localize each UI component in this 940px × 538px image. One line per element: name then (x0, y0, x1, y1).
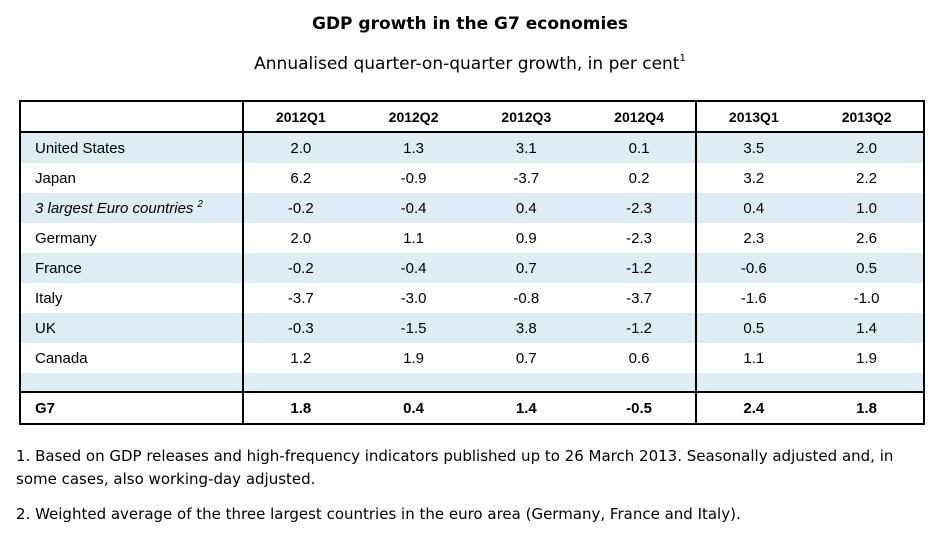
table-cell: -2.3 (626, 229, 652, 247)
spacer-cell (243, 373, 357, 392)
table-cell: 0.5 (696, 313, 810, 343)
table-cell: 0.4 (696, 193, 810, 223)
table-row (20, 313, 924, 343)
column-header: 2012Q2 (357, 101, 470, 132)
spacer-cell (583, 373, 697, 392)
subtitle-footnote-mark: 1 (679, 53, 686, 64)
gdp-growth-table (19, 100, 925, 425)
table-row (20, 253, 924, 283)
table-subtitle (0, 53, 940, 74)
table-cell: 1.9 (403, 349, 424, 367)
table-cell: -0.2 (243, 253, 357, 283)
table-cell: 0.4 (470, 193, 583, 223)
header-row (20, 101, 924, 132)
table-cell: -3.7 (626, 289, 652, 307)
column-header: 2012Q4 (583, 101, 697, 132)
table-cell: 0.1 (583, 132, 697, 163)
row-label: Japan (35, 169, 76, 187)
table-cell: -0.6 (696, 253, 810, 283)
row-label: France (20, 253, 243, 283)
table-cell: -0.4 (357, 253, 470, 283)
table-row (20, 343, 924, 373)
subtitle-text: Annualised quarter-on-quarter growth, in per cent (254, 54, 680, 74)
table-cell: 1.0 (810, 193, 924, 223)
table-row (20, 193, 924, 223)
table-cell: -0.2 (243, 193, 357, 223)
row-label: United States (20, 132, 243, 163)
table-cell: 1.8 (243, 392, 357, 424)
spacer-cell (357, 373, 470, 392)
table-cell: 2.0 (810, 132, 924, 163)
row-label: UK (20, 313, 243, 343)
table-row (20, 132, 924, 163)
table-cell: 6.2 (243, 163, 357, 193)
table-cell: -1.2 (583, 313, 697, 343)
row-footnote-mark: 2 (197, 199, 203, 210)
spacer-cell (20, 373, 243, 392)
header-corner (20, 101, 243, 132)
table-cell: -1.2 (583, 253, 697, 283)
table-cell: -1.5 (357, 313, 470, 343)
table-cell: -1.0 (853, 289, 880, 307)
table-cell: 0.5 (810, 253, 924, 283)
table-cell: -3.7 (513, 169, 540, 187)
table-cell: 2.4 (696, 392, 810, 424)
table-cell: 1.2 (243, 343, 357, 373)
table-cell: -3.0 (400, 289, 427, 307)
table-cell: 1.1 (696, 343, 810, 373)
table-cell: 0.6 (628, 349, 650, 367)
table-cell: 3.5 (696, 132, 810, 163)
table-cell: -0.4 (357, 193, 470, 223)
page-title: GDP growth in the G7 economies (311, 14, 628, 34)
footnote: 1. Based on GDP releases and high-frequency indicators published up to 26 March 2013. Seasonally adjusted and, in some cases, also working-day adjusted. (16, 447, 894, 488)
spacer-row (20, 373, 924, 392)
table-cell: -1.6 (696, 283, 810, 313)
footnote: 2. Weighted average of the three largest countries in the euro area (Germany, France and Italy). (16, 505, 741, 523)
row-label: Germany (35, 229, 97, 247)
spacer-cell (696, 373, 810, 392)
table-cell: 3.1 (470, 132, 583, 163)
table-cell: 2.2 (856, 169, 878, 187)
spacer-cell (810, 373, 924, 392)
footnotes (16, 445, 931, 538)
table-cell: 2.0 (243, 223, 357, 253)
table-cell: 3.8 (470, 313, 583, 343)
table-cell: -0.3 (243, 313, 357, 343)
table-cell: 0.9 (515, 229, 537, 247)
table-cell: -0.8 (513, 289, 540, 307)
table-cell: -0.9 (400, 169, 427, 187)
table-cell: -3.7 (243, 283, 357, 313)
spacer-cell (470, 373, 583, 392)
table-cell: -2.3 (583, 193, 697, 223)
table-cell: 1.8 (810, 392, 924, 424)
table-cell: 1.9 (856, 349, 878, 367)
table-cell: 0.4 (357, 392, 470, 424)
table-cell: 2.3 (696, 223, 810, 253)
column-header: 2012Q1 (243, 101, 357, 132)
total-row (20, 392, 924, 424)
table-cell: 1.1 (403, 229, 424, 247)
row-label: G7 (20, 392, 243, 424)
row-label (20, 193, 243, 223)
column-header: 2013Q2 (810, 101, 924, 132)
column-header: 2012Q3 (470, 101, 583, 132)
table-row (20, 283, 924, 313)
row-label: Italy (35, 289, 63, 307)
table-cell: 1.3 (357, 132, 470, 163)
table-cell: 0.7 (470, 253, 583, 283)
table-row (20, 163, 924, 193)
row-label-text: 3 largest Euro countries (35, 200, 194, 217)
table-cell: -0.5 (583, 392, 697, 424)
table-cell: 0.7 (515, 349, 537, 367)
table-cell: 1.4 (470, 392, 583, 424)
row-label: Canada (35, 349, 88, 367)
table-cell: 1.4 (810, 313, 924, 343)
table-cell: 3.2 (696, 163, 810, 193)
column-header: 2013Q1 (696, 101, 810, 132)
table-cell: 0.2 (628, 169, 650, 187)
table-cell: 2.6 (856, 229, 878, 247)
table-cell: 2.0 (243, 132, 357, 163)
table-row (20, 223, 924, 253)
